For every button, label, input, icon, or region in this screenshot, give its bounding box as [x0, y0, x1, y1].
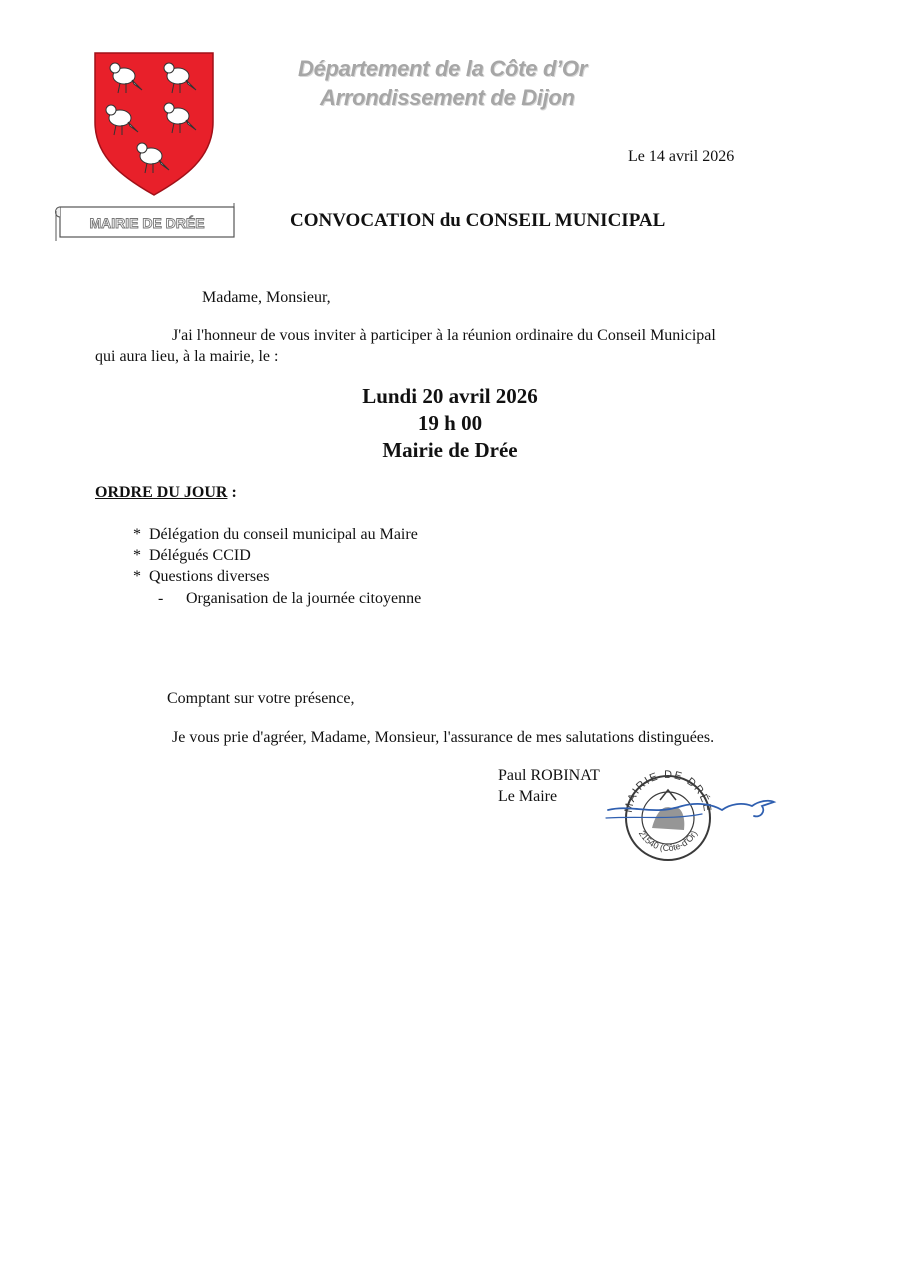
closing-formula: Je vous prie d'agréer, Madame, Monsieur, l'assurance de mes salutations distinguées. — [172, 729, 715, 746]
invitation-paragraph — [95, 325, 805, 367]
signer-name: Paul ROBINAT — [498, 767, 600, 784]
stamp-bottom-text: 21540 (Côte-d'Or) — [636, 828, 700, 854]
department-name: Département de la Côte d’Or — [298, 56, 587, 81]
agenda-heading-colon: : — [227, 484, 237, 501]
bullet: * — [133, 568, 141, 585]
list-item — [133, 547, 251, 565]
ribbon-label: MAIRIE DE DRÉE — [89, 215, 205, 231]
dash-bullet: - — [158, 590, 164, 607]
meeting-date: Lundi 20 avril 2026 — [362, 384, 538, 408]
bullet: * — [133, 547, 141, 564]
invitation-line-2: qui aura lieu, à la mairie, le : — [95, 348, 279, 365]
stamp-top-text: MAIRIE DE DRÉE — [622, 768, 714, 814]
agenda-item-text: Délégués CCID — [149, 547, 251, 564]
coat-of-arms-icon — [92, 50, 216, 198]
svg-text:21540 (Côte-d'Or) — [637, 829, 699, 853]
agenda-subitem-text: Organisation de la journée citoyenne — [186, 590, 422, 607]
signer-role: Le Maire — [498, 788, 558, 805]
list-subitem — [158, 590, 421, 608]
list-item — [133, 526, 418, 544]
invitation-line-1: J'ai l'honneur de vous inviter à participer à la réunion ordinaire du Conseil Municipal — [172, 327, 716, 344]
document-title: CONVOCATION du CONSEIL MUNICIPAL — [290, 210, 666, 231]
agenda-item-text: Questions diverses — [149, 568, 270, 585]
letter-date: Le 14 avril 2026 — [628, 148, 735, 165]
agenda-item-text: Délégation du conseil municipal au Maire — [149, 526, 418, 543]
closing-line: Comptant sur votre présence, — [167, 690, 355, 707]
agenda-heading-text: ORDRE DU JOUR — [95, 484, 228, 501]
bullet: * — [133, 526, 141, 543]
official-stamp-icon — [602, 760, 782, 870]
meeting-place: Mairie de Drée — [382, 438, 518, 462]
mairie-ribbon-banner — [54, 203, 238, 241]
list-item — [133, 568, 269, 586]
arrondissement-name: Arrondissement de Dijon — [320, 85, 575, 110]
meeting-time: 19 h 00 — [417, 411, 483, 435]
agenda-heading — [95, 484, 237, 502]
salutation: Madame, Monsieur, — [202, 289, 331, 306]
